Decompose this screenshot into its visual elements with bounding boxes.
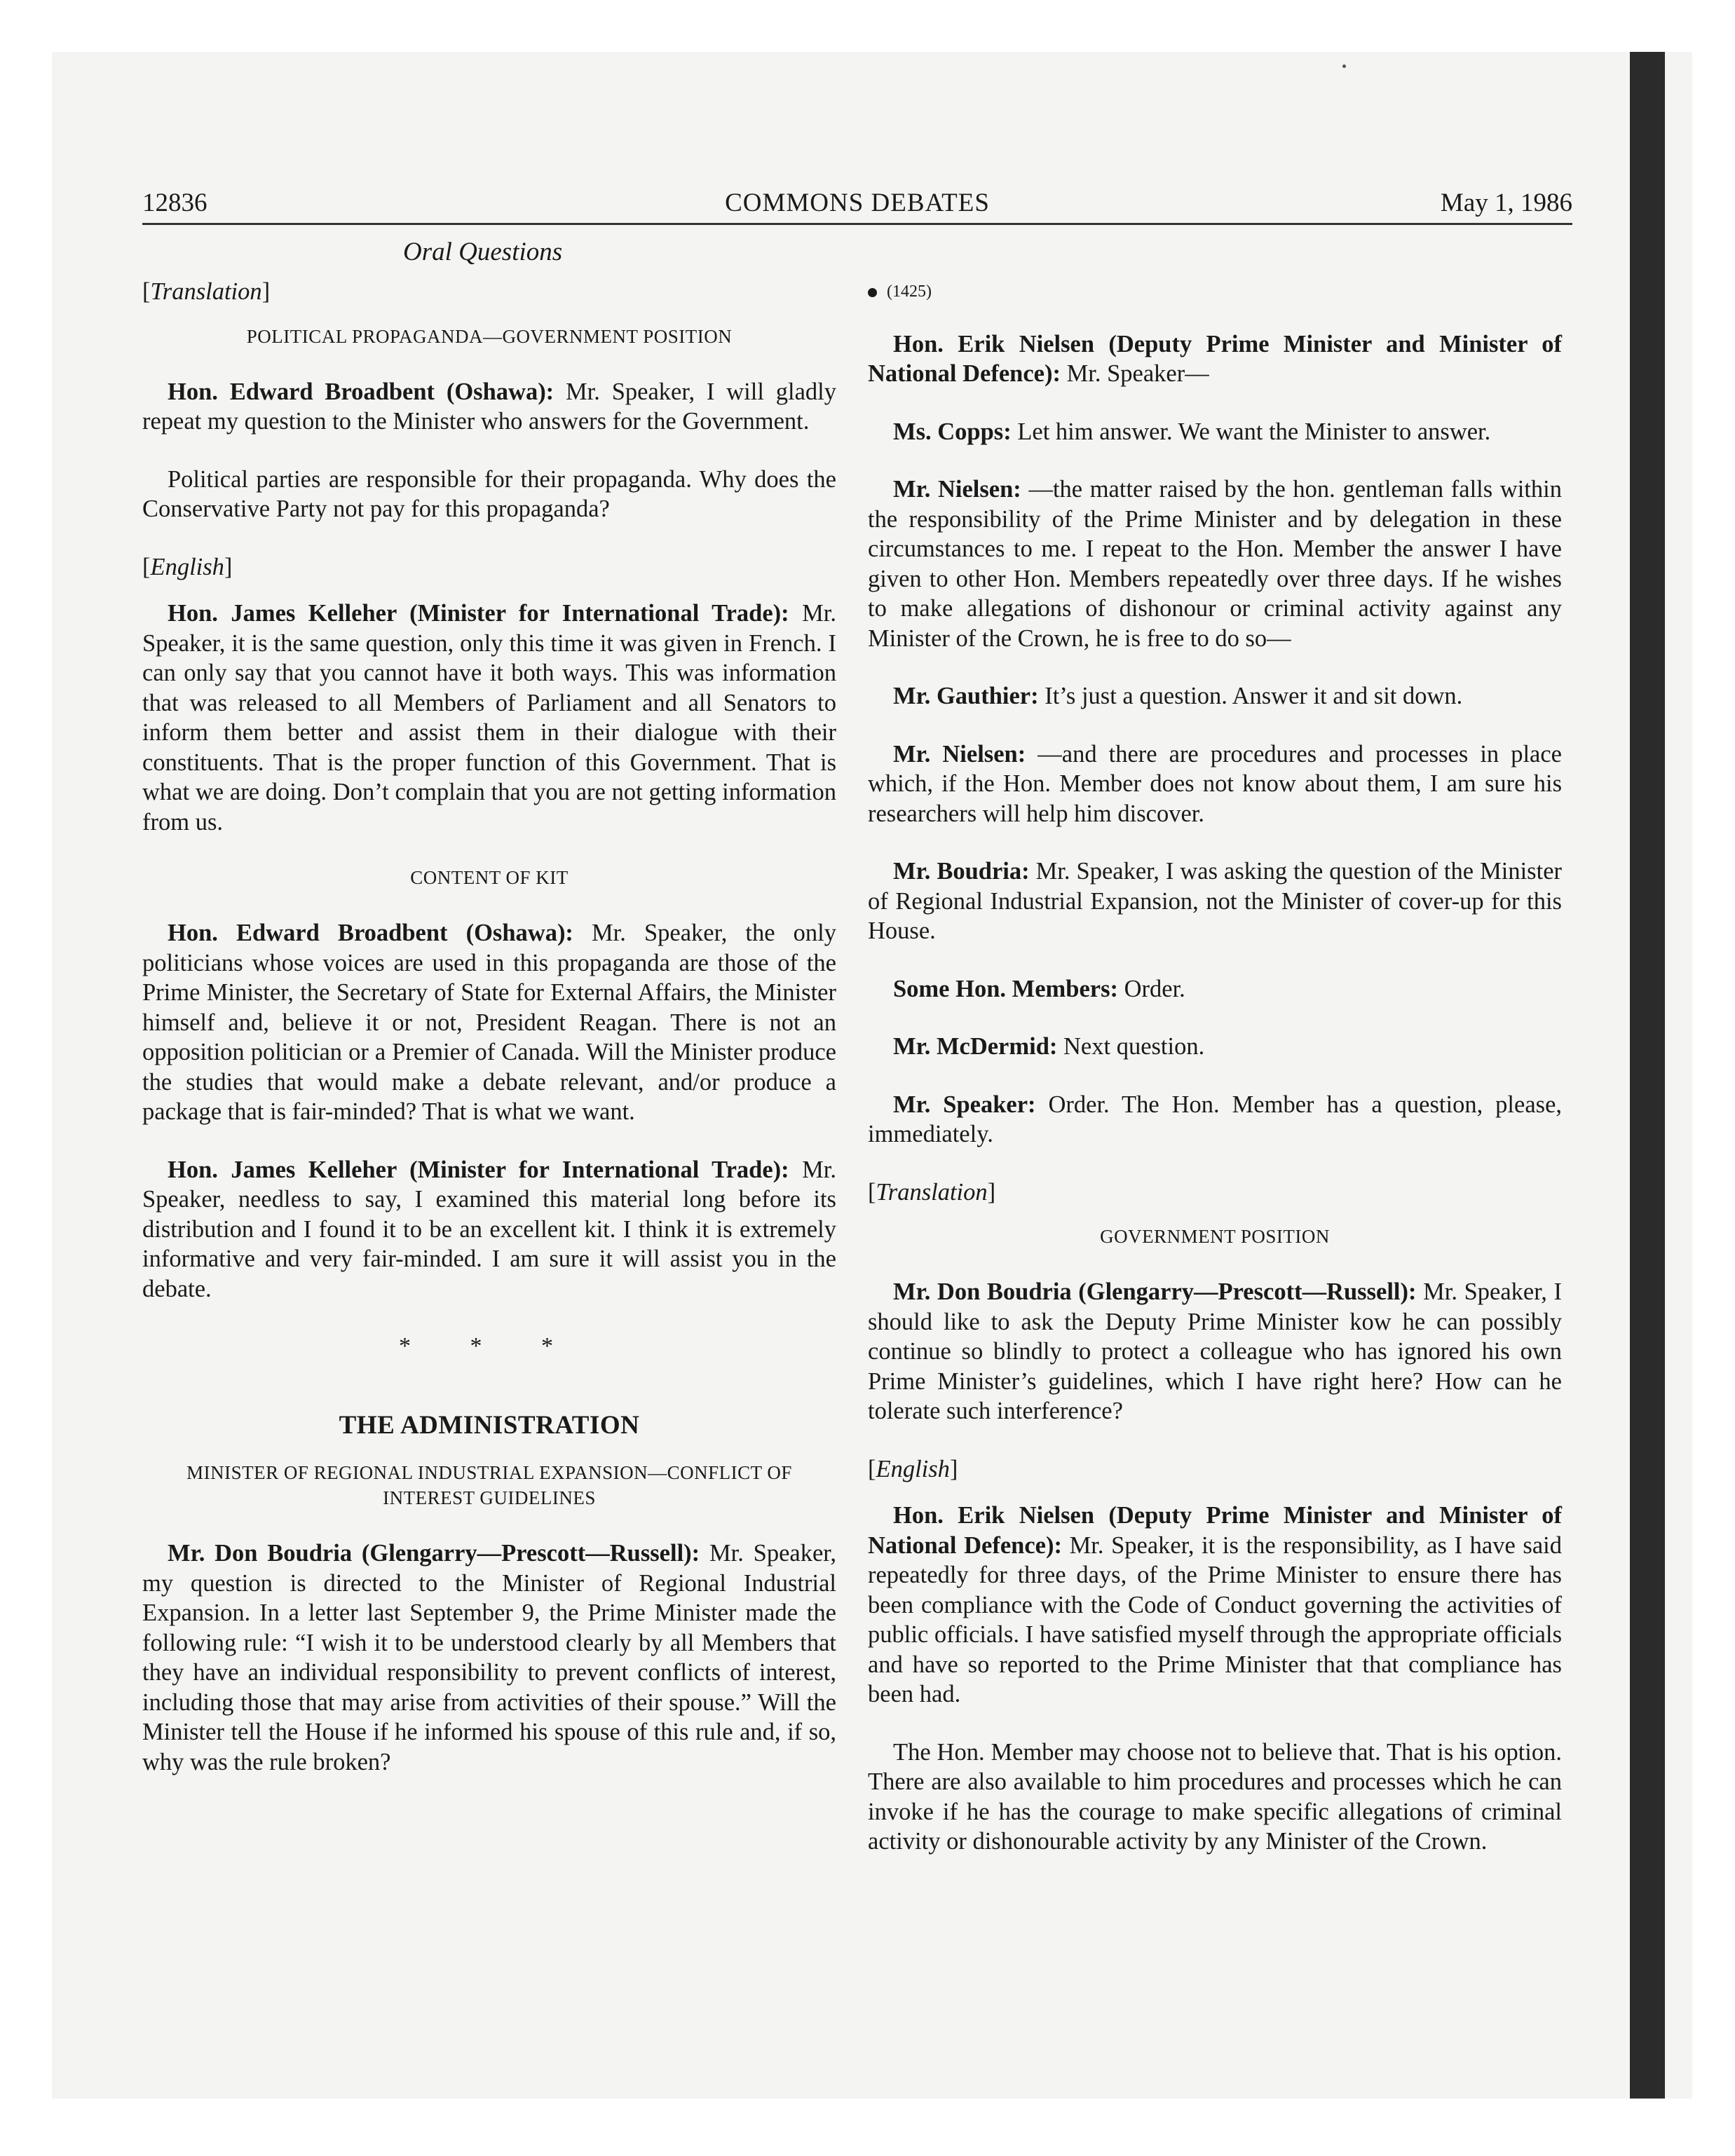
- subheading-kit: CONTENT OF KIT: [410, 867, 569, 888]
- speech-paragraph: Hon. James Kelleher (Minister for International Trade): Mr. Speaker, it is the same question, only this time it was given in French. I can only say that you cannot have it both ways. This was information that was released to all Members of Parliament and all Senators to inform them better and assist them in their dialogue with their constituents. That is the proper function of this Government. That is what we are doing. Don’t complain that you are not getting information from us.: [142, 600, 836, 835]
- subheading-government-position: GOVERNMENT POSITION: [1100, 1226, 1330, 1247]
- speech-paragraph: Mr. Boudria: Mr. Speaker, I was asking the question of the Minister of Regional Industrial Expansion, not the Minister of cover-up for this House.: [868, 858, 1562, 944]
- english-tag: [English]: [868, 1455, 958, 1482]
- subheading-propaganda: POLITICAL PROPAGANDA—GOVERNMENT POSITION: [246, 325, 733, 347]
- right-column: [868, 277, 1562, 1885]
- speech-paragraph: Political parties are responsible for their propaganda. Why does the Conservative Party not pay for this propaganda?: [142, 465, 836, 522]
- section-divider: * * *: [399, 1333, 580, 1359]
- speech-paragraph: Mr. McDermid: Next question.: [893, 1033, 1205, 1060]
- speaker-name: Ms. Copps:: [893, 418, 1012, 445]
- speech-paragraph: Mr. Speaker: Order. The Hon. Member has a question, please, immediately.: [868, 1091, 1563, 1147]
- speaker-name: Hon. Edward Broadbent (Oshawa):: [168, 920, 573, 946]
- english-tag: [English]: [142, 553, 233, 580]
- speech-paragraph: Hon. Erik Nielsen (Deputy Prime Minister and Minister of National Defence): Mr. Speaker, it is the responsibility, as I have said repeatedly for three days, of the Prime Minister to ensure there has been compliance with the Code of Conduct governing the activities of public officials. I have satisfied myself through the appropriate officials and have so reported to the Prime Minister that that compliance has been had.: [868, 1502, 1562, 1707]
- speaker-name: Mr. Boudria:: [893, 858, 1030, 885]
- speaker-name: Mr. Gauthier:: [893, 683, 1039, 709]
- bullet-icon: [868, 288, 877, 297]
- speaker-name: Mr. Don Boudria (Glengarry—Prescott—Russell):: [893, 1278, 1417, 1305]
- left-column: [142, 277, 836, 1805]
- speech-paragraph: Mr. Don Boudria (Glengarry—Prescott—Russell): Mr. Speaker, my question is directed to the Minister of Regional Industrial Expansion. In a letter last September 9, the Prime Minister made the following rule: “I wish it to be understood clearly by all Members that they have an individual responsibility to prevent conflicts of interest, including those that may arise from activities of their spouse.” Will the Minister tell the House if he informed his spouse of this rule and, if so, why was the rule broken?: [142, 1540, 836, 1775]
- section-label: Oral Questions: [403, 238, 563, 266]
- time-marker: (1425): [868, 277, 1562, 307]
- speaker-name: Mr. Speaker:: [893, 1091, 1036, 1118]
- speaker-name: Hon. Edward Broadbent (Oshawa):: [168, 378, 554, 405]
- speech-paragraph: Ms. Copps: Let him answer. We want the Minister to answer.: [893, 418, 1491, 445]
- scan-speck: [1342, 64, 1346, 68]
- translation-tag: [Translation]: [142, 278, 271, 305]
- subheading-conflict: MINISTER OF REGIONAL INDUSTRIAL EXPANSION—CONFLICT OF INTEREST GUIDELINES: [186, 1462, 792, 1508]
- publication-date: May 1, 1986: [1440, 189, 1572, 217]
- publication-title: COMMONS DEBATES: [725, 189, 990, 217]
- speaker-name: Hon. James Kelleher (Minister for International Trade):: [168, 600, 789, 627]
- speech-paragraph: Hon. Edward Broadbent (Oshawa): Mr. Speaker, I will gladly repeat my question to the Minister who answers for the Government.: [142, 378, 836, 435]
- speaker-name: Hon. Erik Nielsen (Deputy Prime Minister and Minister of National Defence):: [868, 1502, 1562, 1559]
- speaker-name: Some Hon. Members:: [893, 975, 1118, 1002]
- speaker-name: Hon. Erik Nielsen (Deputy Prime Minister and Minister of National Defence):: [868, 330, 1562, 387]
- speaker-name: Mr. Nielsen:: [893, 740, 1026, 767]
- translation-tag: [Translation]: [868, 1178, 996, 1206]
- speech-paragraph: Hon. James Kelleher (Minister for International Trade): Mr. Speaker, needless to say, I examined this material long before its distribution and I found it to be an excellent kit. I think it is extremely informative and very fair-minded. I am sure it will assist you in the debate.: [142, 1156, 836, 1302]
- speech-paragraph: Mr. Nielsen: —and there are procedures and processes in place which, if the Hon. Member does not know about them, I am sure his researchers will help him discover.: [868, 740, 1562, 827]
- page-header: [142, 184, 1572, 225]
- speaker-name: Mr. McDermid:: [893, 1033, 1058, 1060]
- speech-paragraph: Mr. Gauthier: It’s just a question. Answer it and sit down.: [893, 683, 1463, 709]
- speech-paragraph: Hon. Edward Broadbent (Oshawa): Mr. Speaker, the only politicians whose voices are used in this propaganda are those of the Prime Minister, the Secretary of State for External Affairs, the Minister himself and, believe it or not, President Reagan. There is not an opposition politician or a Premier of Canada. Will the Minister produce the studies that would make a debate relevant, and/or produce a package that is fair-minded? That is what we want.: [142, 920, 836, 1125]
- speech-paragraph: Mr. Nielsen: —the matter raised by the hon. gentleman falls within the responsibility of the Prime Minister and by delegation in these circumstances to me. I repeat to the Hon. Member the answer I have given to other Hon. Members repeatedly over three days. If he wishes to make allegations of dishonour or criminal activity against any Minister of the Crown, he is free to do so—: [868, 476, 1562, 652]
- speaker-name: Hon. James Kelleher (Minister for International Trade):: [168, 1156, 789, 1183]
- speaker-name: Mr. Don Boudria (Glengarry—Prescott—Russell):: [168, 1540, 700, 1567]
- speech-paragraph: Some Hon. Members: Order.: [893, 975, 1185, 1002]
- page-number: 12836: [142, 189, 207, 217]
- speech-paragraph: The Hon. Member may choose not to believe that. That is his option. There are also available to him procedures and processes which he can invoke if he has the courage to make specific allegations of criminal activity or dishonourable activity by any Minister of the Crown.: [868, 1738, 1562, 1855]
- scan-edge-shadow: [1630, 52, 1665, 2099]
- speech-paragraph: Mr. Don Boudria (Glengarry—Prescott—Russell): Mr. Speaker, I should like to ask the Deputy Prime Minister kow he can possibly continue so blindly to protect a colleague who has ignored his own Prime Minister’s guidelines, which I have right here? How can he tolerate such interference?: [868, 1278, 1563, 1424]
- heading-administration: THE ADMINISTRATION: [339, 1410, 640, 1440]
- speaker-name: Mr. Nielsen:: [893, 476, 1021, 503]
- speech-paragraph: Hon. Erik Nielsen (Deputy Prime Minister and Minister of National Defence): Mr. Speaker—: [868, 330, 1562, 387]
